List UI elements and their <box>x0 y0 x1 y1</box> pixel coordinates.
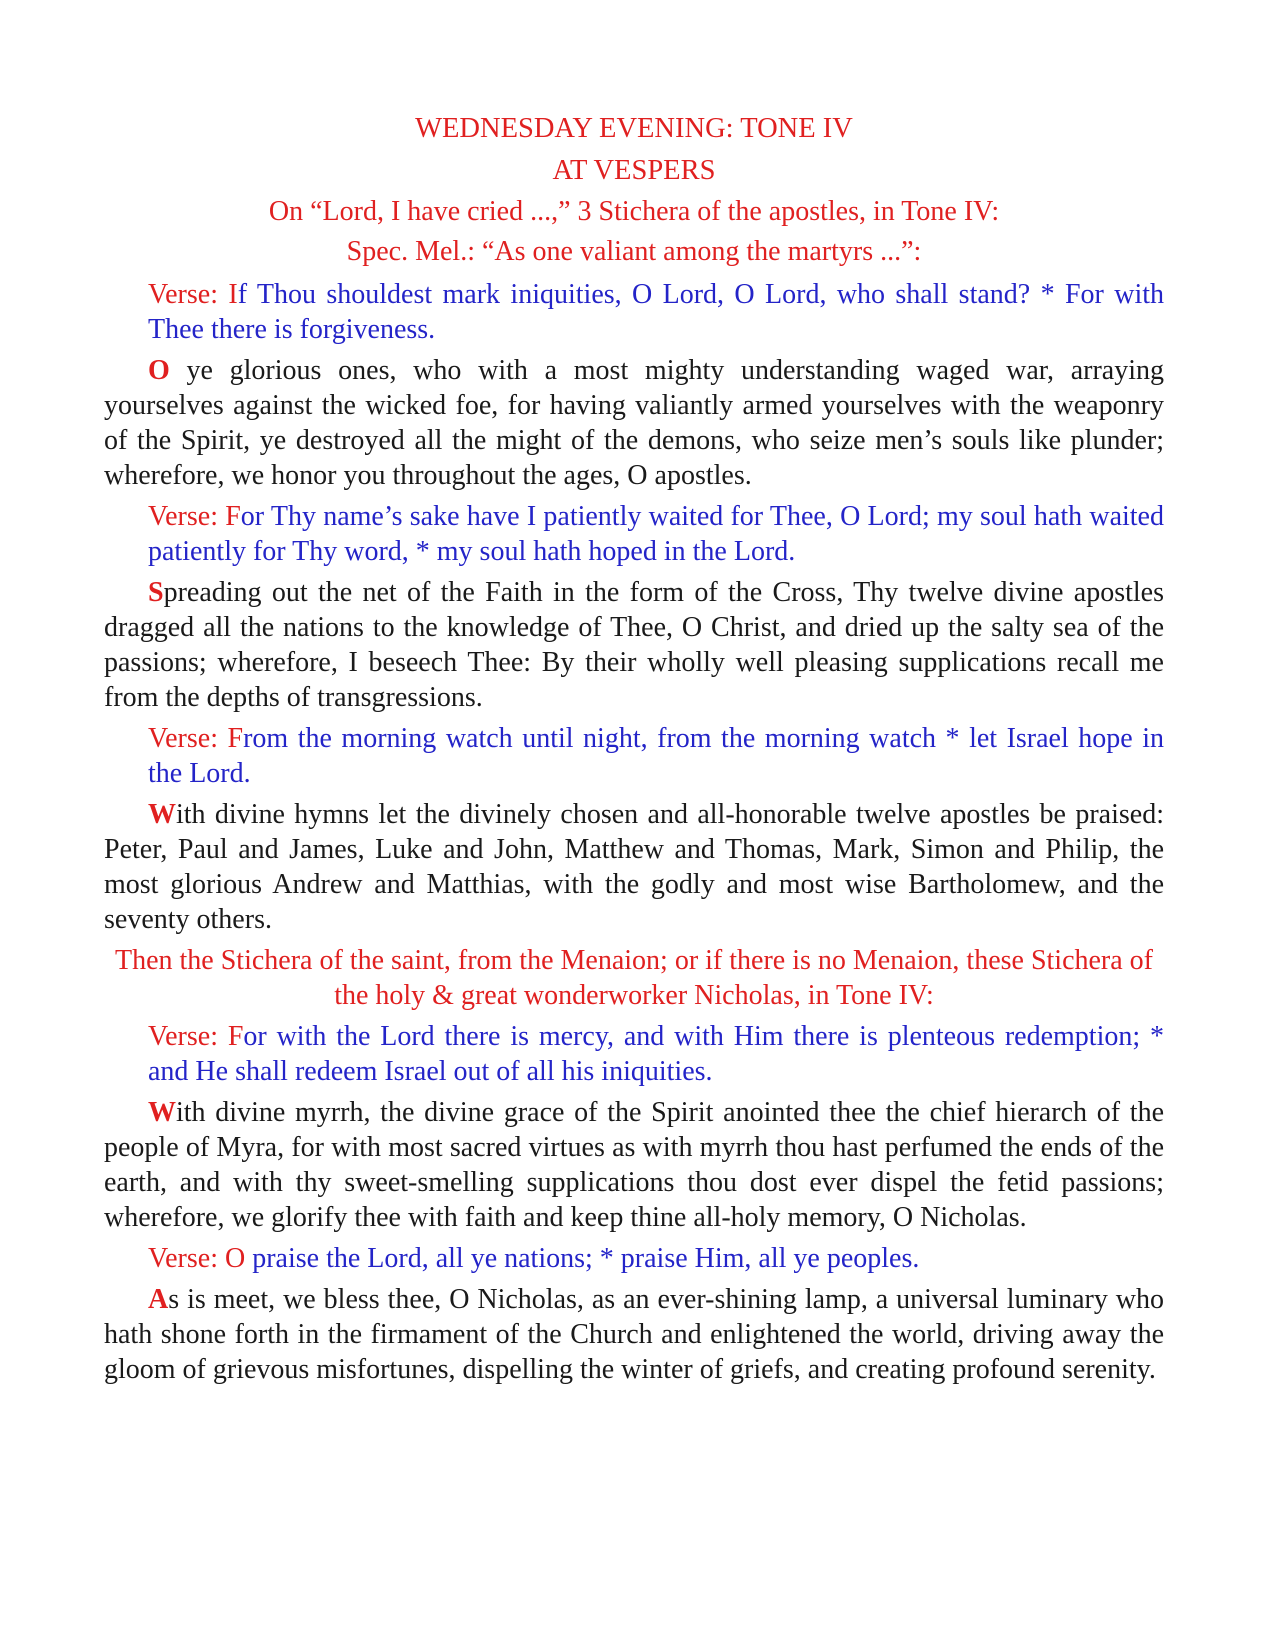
rubric-stichera-apostles: On “Lord, I have cried ...,” 3 Stichera of the apostles, in Tone IV: <box>268 196 1000 227</box>
verse-label: Verse: <box>148 723 228 754</box>
verse-text: praise the Lord, all ye nations; * praise Him, all ye peoples. <box>245 1243 920 1274</box>
verse-text: or Thy name’s sake have I patiently waited for Thee, O Lord; my soul hath waited patiently for Thy word, * my soul hath hoped in the Lord. <box>148 501 1164 567</box>
sticheron-5 <box>104 1282 1164 1387</box>
verse-label: Verse: <box>148 279 229 310</box>
verse-initial: F <box>225 501 241 532</box>
page-title: WEDNESDAY EVENING: TONE IV <box>415 113 853 144</box>
verse-initial: I <box>228 279 238 310</box>
verse-label: Verse: <box>148 1021 228 1052</box>
verse-label: Verse: <box>148 1243 225 1274</box>
sticheron-text: ith divine myrrh, the divine grace of the Spirit anointed thee the chief hierarch of the people of Myra, for with most sacred virtues as with myrrh thou hast perfumed the ends of the earth, and with thy sweet-smelling supplications thou dost ever dispel the fetid passions; wherefore, we glorify thee with faith and keep thine all-holy memory, O Nicholas. <box>104 1097 1164 1233</box>
drop-initial: W <box>148 1097 176 1128</box>
sticheron-text: s is meet, we bless thee, O Nicholas, as an ever-shining lamp, a universal luminary who hath shone forth in the firmament of the Church and enlightened the world, driving away the gloom of grievous misfortunes, dispelling the winter of griefs, and creating profound serenity. <box>104 1284 1164 1385</box>
verse-label: Verse: <box>148 501 226 532</box>
drop-initial: A <box>148 1284 169 1315</box>
drop-initial: W <box>148 799 176 830</box>
drop-initial: O <box>148 355 170 386</box>
verse-initial: F <box>227 723 244 754</box>
verse-1 <box>148 277 1164 347</box>
sticheron-3 <box>104 797 1164 937</box>
drop-initial: S <box>148 577 164 608</box>
verse-initial: O <box>224 1243 246 1274</box>
verse-initial: F <box>227 1021 244 1052</box>
verse-text: rom the morning watch until night, from the morning watch * let Israel hope in the Lord. <box>148 723 1164 789</box>
document-page <box>104 108 1164 1393</box>
verse-text: or with the Lord there is mercy, and with Him there is plenteous redemption; * and He shall redeem Israel out of all his iniquities. <box>148 1021 1164 1087</box>
rubric-stichera-nicholas: Then the Stichera of the saint, from the Menaion; or if there is no Menaion, these Stichera of the holy & great wonderworker Nicholas, in Tone IV: <box>114 945 1154 1011</box>
sticheron-text: ye glorious ones, who with a most mighty understanding waged war, arraying yourselves against the wicked foe, for having valiantly armed yourselves with the weaponry of the Spirit, ye destroyed all the might of the demons, who seize men’s souls like plunder; wherefore, we honor you throughout the ages, O apostles. <box>104 355 1164 491</box>
sticheron-2 <box>104 575 1164 715</box>
sticheron-4 <box>104 1095 1164 1235</box>
rubric-special-melody: Spec. Mel.: “As one valiant among the martyrs ...”: <box>346 236 922 267</box>
verse-text: f Thou shouldest mark iniquities, O Lord, O Lord, who shall stand? * For with Thee there is forgiveness. <box>148 279 1164 345</box>
verse-4 <box>148 1019 1164 1089</box>
verse-5 <box>148 1241 1164 1276</box>
verse-3 <box>148 721 1164 791</box>
page-subtitle: AT VESPERS <box>552 155 716 186</box>
sticheron-1 <box>104 353 1164 493</box>
sticheron-text: preading out the net of the Faith in the form of the Cross, Thy twelve divine apostles dragged all the nations to the knowledge of Thee, O Christ, and dried up the salty sea of the passions; wherefore, I beseech Thee: By their wholly well pleasing supplications recall me from the depths of transgressions. <box>104 577 1164 713</box>
verse-2 <box>148 499 1164 569</box>
sticheron-text: ith divine hymns let the divinely chosen and all-honorable twelve apostles be praised: Peter, Paul and James, Luke and John, Matthew and Thomas, Mark, Simon and Philip, the most glorious Andrew and Matthias, with the godly and most wise Bartholomew, and the seventy others. <box>104 799 1164 935</box>
